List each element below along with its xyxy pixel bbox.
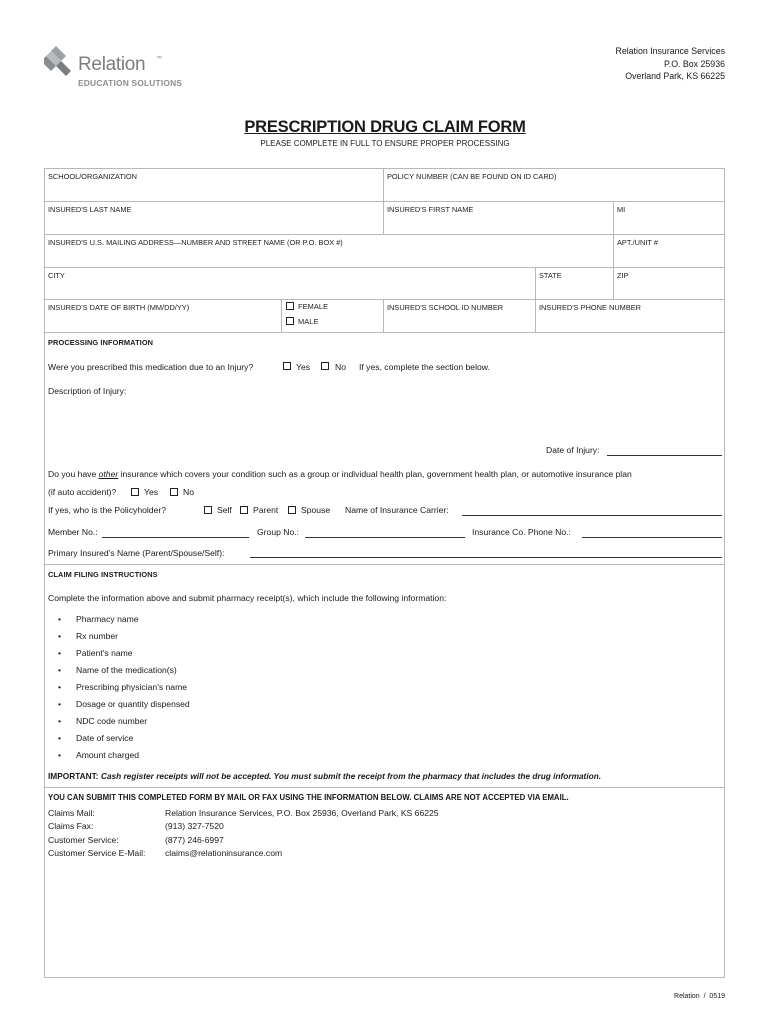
parent-label: Parent <box>253 505 279 515</box>
address-line-1: Relation Insurance Services <box>615 46 725 56</box>
zip-label: ZIP <box>617 271 629 280</box>
other-yes-checkbox[interactable] <box>131 488 139 496</box>
policy-number-field[interactable] <box>384 169 724 202</box>
primary-insured-label: Primary Insured's Name (Parent/Spouse/Self): <box>48 548 225 558</box>
dob-field[interactable] <box>45 300 282 333</box>
other-yes-label: Yes <box>144 487 159 497</box>
state-label: STATE <box>539 271 562 280</box>
customer-service-row <box>48 834 439 847</box>
mi-label: MI <box>617 205 626 214</box>
other-no-checkbox[interactable] <box>170 488 178 496</box>
list-item: • Prescribing physician's name <box>58 682 188 692</box>
co-phone-line[interactable] <box>582 537 722 538</box>
injury-no-checkbox[interactable] <box>321 362 329 370</box>
claim-intro: Complete the information above and submit pharmacy receipt(s), which include the following information: <box>48 593 447 603</box>
list-item: • NDC code number <box>58 716 148 726</box>
self-label: Self <box>217 505 232 515</box>
co-phone-label: Insurance Co. Phone No.: <box>472 527 571 537</box>
spouse-label: Spouse <box>301 505 331 515</box>
school-id-field[interactable] <box>384 300 536 333</box>
address-line-2: P.O. Box 25936 <box>664 58 725 69</box>
phone-field[interactable] <box>536 300 724 333</box>
list-item-text: Dosage or quantity dispensed <box>76 699 190 709</box>
processing-heading: PROCESSING INFORMATION <box>48 338 154 347</box>
male-label: MALE <box>298 317 319 326</box>
list-item-text: Pharmacy name <box>76 614 139 624</box>
divider-submit <box>45 787 724 788</box>
list-item-text: Amount charged <box>76 750 140 760</box>
customer-email-label: Customer Service E-Mail: <box>48 848 146 859</box>
logo-name: Relation <box>78 54 146 75</box>
list-item: • Pharmacy name <box>58 614 139 624</box>
claims-fax-value: (913) 327-7520 <box>165 821 224 832</box>
injury-question: Were you prescribed this medication due to an Injury? <box>48 362 254 372</box>
list-item: • Dosage or quantity dispensed <box>58 699 190 709</box>
list-item-text: Date of service <box>76 733 134 743</box>
list-item: • Amount charged <box>58 750 140 760</box>
state-field[interactable] <box>536 268 614 300</box>
customer-email-value[interactable]: claims@relationinsurance.com <box>165 848 283 859</box>
claim-heading: CLAIM FILING INSTRUCTIONS <box>48 570 158 579</box>
injury-no-label: No <box>335 362 346 372</box>
list-item-text: Prescribing physician's name <box>76 682 188 692</box>
first-name-label: INSURED'S FIRST NAME <box>387 205 474 214</box>
claims-mail-row <box>48 807 439 820</box>
divider-claim <box>45 564 724 565</box>
injury-note: If yes, complete the section below. <box>359 362 490 372</box>
other-no-label: No <box>183 487 194 497</box>
list-item-text: NDC code number <box>76 716 148 726</box>
phone-label: INSURED'S PHONE NUMBER <box>539 303 642 312</box>
logo <box>44 44 194 90</box>
female-label: FEMALE <box>298 302 329 311</box>
injury-yes-label: Yes <box>296 362 311 372</box>
list-item-text: Patient's name <box>76 648 133 658</box>
school-id-label: INSURED'S SCHOOL ID NUMBER <box>387 303 504 312</box>
first-name-field[interactable] <box>384 202 614 235</box>
date-of-injury-line[interactable] <box>607 455 722 456</box>
customer-email-row <box>48 847 439 860</box>
list-item: • Patient's name <box>58 648 133 658</box>
submit-info <box>48 807 439 861</box>
important-note <box>48 771 601 781</box>
injury-yes-checkbox[interactable] <box>283 362 291 370</box>
form-subtitle: PLEASE COMPLETE IN FULL TO ENSURE PROPER PROCESSING <box>260 139 510 148</box>
list-item: • Rx number <box>58 631 119 641</box>
school-field[interactable] <box>45 169 384 202</box>
group-no-line[interactable] <box>305 537 465 538</box>
logo-subtitle: EDUCATION SOLUTIONS <box>78 78 183 88</box>
customer-service-label: Customer Service: <box>48 834 119 845</box>
primary-insured-line[interactable] <box>250 557 722 558</box>
auto-accident-label: (if auto accident)? <box>48 487 117 497</box>
claims-fax-label: Claims Fax: <box>48 821 94 832</box>
policy-number-label: POLICY NUMBER (CAN BE FOUND ON ID CARD) <box>387 172 557 181</box>
list-item: • Name of the medication(s) <box>58 665 177 675</box>
school-label: SCHOOL/ORGANIZATION <box>48 172 137 181</box>
apt-label: APT./UNIT # <box>617 238 658 247</box>
other-q-em: other <box>98 469 119 479</box>
zip-field[interactable] <box>614 268 724 300</box>
group-no-label: Group No.: <box>257 527 300 537</box>
mi-field[interactable] <box>614 202 724 235</box>
claims-fax-row <box>48 820 439 833</box>
carrier-label: Name of Insurance Carrier: <box>345 505 449 515</box>
carrier-line[interactable] <box>462 515 722 516</box>
spouse-checkbox[interactable] <box>288 506 296 514</box>
last-name-field[interactable] <box>45 202 384 235</box>
mailing-address-label: INSURED'S U.S. MAILING ADDRESS—NUMBER AND STREET NAME (OR P.O. BOX #) <box>48 238 343 247</box>
policyholder-question: If yes, who is the Policyholder? <box>48 505 166 515</box>
member-no-label: Member No.: <box>48 527 98 537</box>
other-q-pre: Do you have <box>48 469 99 479</box>
self-checkbox[interactable] <box>204 506 212 514</box>
important-text: Cash register receipts will not be accepted. You must submit the receipt from the pharmacy that includes the drug information. <box>98 771 602 781</box>
footer-code: Relation / 0519 <box>674 993 725 1000</box>
injury-description-label: Description of Injury: <box>48 386 127 396</box>
relation-logo-icon <box>44 46 74 76</box>
member-no-line[interactable] <box>102 537 249 538</box>
last-name-label: INSURED'S LAST NAME <box>48 205 132 214</box>
city-field[interactable] <box>45 268 536 300</box>
customer-service-value: (877) 246-6997 <box>165 834 224 845</box>
form-title: PRESCRIPTION DRUG CLAIM FORM <box>244 118 526 136</box>
address-line-3: Overland Park, KS 66225 <box>625 71 725 81</box>
claims-mail-label: Claims Mail: <box>48 808 95 818</box>
parent-checkbox[interactable] <box>240 506 248 514</box>
list-item: • Date of service <box>58 733 134 743</box>
date-of-injury-label: Date of Injury: <box>546 445 600 455</box>
submit-heading: YOU CAN SUBMIT THIS COMPLETED FORM BY MAIL OR FAX USING THE INFORMATION BELOW. CLAIMS ARE NOT ACCEPTED VIA EMAIL. <box>48 793 569 802</box>
city-label: CITY <box>48 271 65 280</box>
dob-label: INSURED'S DATE OF BIRTH (MM/DD/YY) <box>48 303 190 312</box>
other-q-post: insurance which covers your condition such as a group or individual health plan, government health plan, or automotive insurance plan <box>118 469 632 479</box>
male-checkbox[interactable] <box>286 317 294 325</box>
claims-mail-value: Relation Insurance Services, P.O. Box 25936, Overland Park, KS 66225 <box>165 808 439 818</box>
other-insurance-question <box>48 469 724 479</box>
list-item-text: Rx number <box>76 631 119 641</box>
claim-items-list <box>58 611 190 764</box>
mailing-address-field[interactable] <box>45 235 614 268</box>
apt-field[interactable] <box>614 235 724 268</box>
list-item-text: Name of the medication(s) <box>76 665 177 675</box>
logo-tm: ™ <box>156 56 162 62</box>
company-address <box>615 45 725 83</box>
important-label: IMPORTANT: <box>48 771 99 781</box>
female-checkbox[interactable] <box>286 302 294 310</box>
